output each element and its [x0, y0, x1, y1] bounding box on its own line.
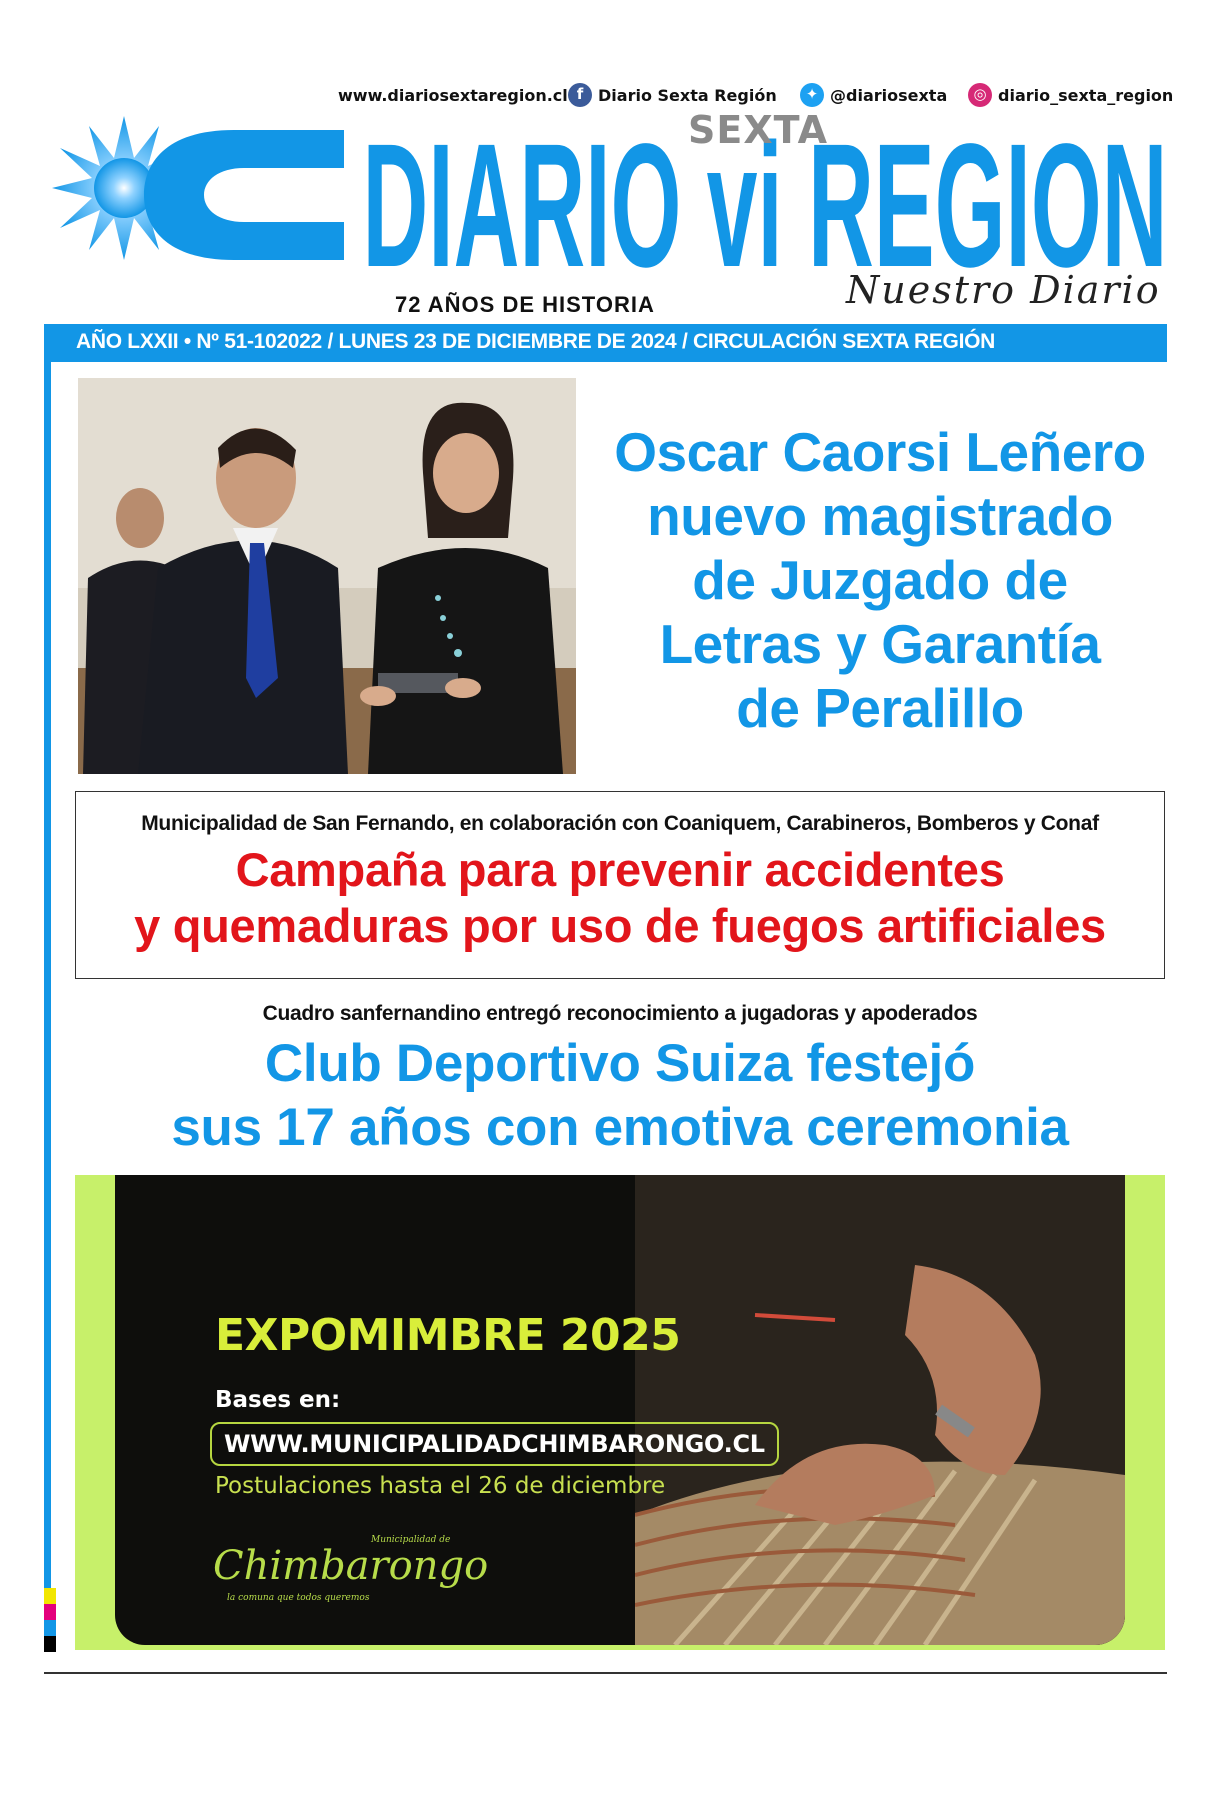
twitter-link[interactable]: [800, 82, 947, 108]
lead-headline-line: Letras y Garantía: [659, 613, 1101, 675]
dateline-bar: [44, 324, 1167, 362]
lead-headline[interactable]: [585, 420, 1175, 740]
masthead-title-text: DIARIO vi REGION: [362, 110, 1168, 280]
chimbarongo-logo-muni: Municipalidad de: [371, 1535, 451, 1545]
instagram-icon: ◎: [968, 83, 992, 107]
ad-title: EXPOMIMBRE 2025: [215, 1310, 681, 1361]
bottom-rule: [44, 1672, 1167, 1674]
chimbarongo-logo-slogan: la comuna que todos queremos: [227, 1593, 370, 1603]
ad-deadline: Postulaciones hasta el 26 de diciembre: [215, 1473, 666, 1499]
history-text: 72 AÑOS DE HISTORIA: [395, 292, 655, 317]
cmyk-magenta: [44, 1604, 56, 1620]
lead-headline-line: Oscar Caorsi Leñero: [614, 421, 1146, 483]
campaign-kicker: Municipalidad de San Fernando, en colaboración con Coaniquem, Carabineros, Bomberos y Conaf: [141, 812, 1099, 835]
tagline: Nuestro Diario: [846, 268, 1161, 312]
club-story[interactable]: [75, 1002, 1165, 1160]
cmyk-cyan: [44, 1620, 56, 1636]
twitter-handle: @diariosexta: [830, 85, 948, 105]
chimbarongo-logo: Chimbarongo: [213, 1543, 489, 1589]
club-headline-line: Club Deportivo Suiza festejó: [264, 1034, 976, 1093]
ad-panel: [115, 1175, 1125, 1645]
website-link[interactable]: [338, 82, 568, 108]
lead-headline-line: de Peralillo: [736, 677, 1024, 739]
left-rule: [44, 324, 51, 1594]
cmyk-yellow: [44, 1588, 56, 1604]
expomimbre-ad[interactable]: [75, 1175, 1165, 1650]
lead-headline-line: de Juzgado de: [692, 549, 1068, 611]
cmyk-black: [44, 1636, 56, 1652]
ad-url-link[interactable]: WWW.MUNICIPALIDADCHIMBARONGO.CL: [210, 1422, 779, 1466]
website-text: www.diariosextaregion.cl: [338, 85, 568, 105]
facebook-icon: f: [568, 83, 592, 107]
lead-headline-line: nuevo magistrado: [647, 485, 1113, 547]
instagram-link[interactable]: [968, 82, 1173, 108]
club-headline-line: sus 17 años con emotiva ceremonia: [171, 1098, 1069, 1157]
instagram-handle: diario_sexta_region: [998, 85, 1174, 105]
lead-photo: [78, 378, 576, 774]
campaign-headline-line: y quemaduras por uso de fuegos artificiales: [134, 899, 1106, 952]
club-kicker: Cuadro sanfernandino entregó reconocimiento a jugadoras y apoderados: [262, 1002, 978, 1025]
masthead-sexta: SEXTA: [688, 108, 829, 152]
newspaper-logo-icon: [44, 110, 364, 280]
campaign-headline-line: Campaña para prevenir accidentes: [235, 843, 1005, 896]
campaign-story-box[interactable]: [75, 791, 1165, 979]
weaving-hands-image: [635, 1175, 1125, 1645]
ad-bases-label: Bases en:: [215, 1387, 341, 1413]
facebook-link[interactable]: [568, 82, 777, 108]
dateline-text: AÑO LXXII • Nº 51-102022 / LUNES 23 DE DICIEMBRE DE 2024 / CIRCULACIÓN SEXTA REGIÓN: [76, 330, 996, 353]
facebook-handle: Diario Sexta Región: [598, 85, 777, 105]
twitter-icon: ✦: [800, 83, 824, 107]
